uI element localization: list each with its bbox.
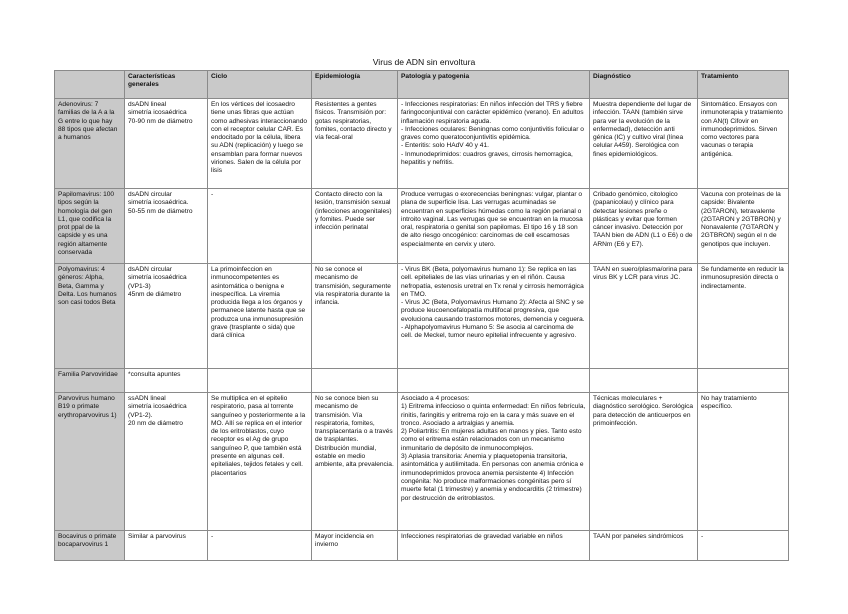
table-row	[55, 531, 789, 561]
cell-diagnosis: Cribado genómico, citologico (papanicolau) y clínico para detectar lesiones preñe o plásticas y evitar que formen cáncer invasivo. Detección por TAAN bien de ADN (L1 o E6) o de ARNm (E6 y E7).	[590, 189, 698, 264]
table-row	[55, 264, 789, 369]
row-virus-name: Familia Parvoviridae	[55, 369, 125, 393]
header-features: Características generales	[125, 71, 208, 99]
cell-cycle: -	[208, 189, 312, 264]
cell-pathology: - Virus BK (Beta, polyomavirus humano 1): Se replica en las cell. epiteliales de las vías urinarias y en el riñón. Causa nefropatía, estenosis uretral en Tx renal y cirrosis hemorrágica en TMO. - Virus JC (Beta, Polyomavirus Humano 2): Afecta al SNC y se produce leucoencefalopatía multifocal progresiva, que evoluciona causando trastornos motores, demencia y ceguera. - Alphapolyomavirus Humano 5: Se asocia al carcinoma de cell. de Meckel, tumor neuro epitelial infrecuente y agresivo.	[398, 264, 590, 369]
cell-treatment: -	[698, 531, 789, 561]
cell-diagnosis	[590, 369, 698, 393]
cell-features: dsADN lineal simetría icosaédrica 70-90 nm de diámetro	[125, 99, 208, 189]
cell-features: dsADN circular simetría icosaédrica (VP1-3) 45nm de diámetro	[125, 264, 208, 369]
page-title: Virus de ADN sin envoltura	[372, 57, 476, 67]
cell-features: *consulta apuntes	[125, 369, 208, 393]
row-virus-name: Polyomavirus: 4 géneros: Alpha, Beta, Gamma y Delta. Los humanos son casi todos Beta	[55, 264, 125, 369]
row-virus-name: Parvovirus humano B19 o primate erythroparvovirus 1)	[55, 393, 125, 531]
cell-epidemiology: Mayor incidencia en invierno	[312, 531, 398, 561]
cell-diagnosis: TAAN por paneles sindrómicos	[590, 531, 698, 561]
cell-diagnosis: Técnicas moleculares + diagnóstico serológico. Serológica para detección de anticuerpos en primoinfección.	[590, 393, 698, 531]
cell-cycle: Se multiplica en el epitelio respiratorio, pasa al torrente sanguíneo y posteriormente a la MO. Allí se replica en el interior de los eritroblastos, cuyo receptor es el Ag de grupo sanguíneo P, que también está presente en algunas cell. epiteliales, tejidos fetales y cell. placentarios	[208, 393, 312, 531]
cell-features: Similar a parvovirus	[125, 531, 208, 561]
cell-treatment	[698, 369, 789, 393]
header-row	[55, 71, 789, 99]
virus-table	[54, 70, 789, 561]
row-virus-name: Papilomavirus: 100 tipos según la homología del gen L1, que codifica la prot ppal de la capside y es una región altamente conservada	[55, 189, 125, 264]
cell-epidemiology	[312, 369, 398, 393]
cell-treatment: Se fundamente en reducir la inmunosupresión directa o indirectamente.	[698, 264, 789, 369]
cell-epidemiology: Resistentes a gentes físicos. Transmisión por: gotas respiratorias, fomites, contacto directo y vía fecal-oral	[312, 99, 398, 189]
row-virus-name: Adenovirus: 7 familias de la A a la G entre lo que hay 88 tipos que afectan a humanos	[55, 99, 125, 189]
cell-cycle: -	[208, 531, 312, 561]
cell-epidemiology: No se conoce el mecanismo de transmisión, seguramente vía respiratoria durante la infancia.	[312, 264, 398, 369]
cell-pathology: Asociado a 4 procesos: 1) Eritrema infeccioso o quinta enfermedad: En niños febrícula, rinitis, faringitis y eritrema rojo en la cara y más suave en el tronco. Asociado a artralgias y anemia. 2) Poliartritis: En mujeres adultas en manos y pies. Tanto esto como el eritrema están relacionados con un mecanismo inmunitario de depósito de inmunocomplejos. 3) Aplasia transitoria: Anemia y plaquetopenia transitoria, asintomática y autilimitada. En personas con anemia crónica e inmunodeprimidos provoca anemia persistente 4) Infección congénita: No produce malformaciones congénitas pero sí muerte fetal (1 trimestre) y anemia y endocarditis (2 trimestre) por destrucción de eritroblastos.	[398, 393, 590, 531]
cell-diagnosis: TAAN en suero/plasma/orina para virus BK y LCR para virus JC.	[590, 264, 698, 369]
cell-pathology: Produce verrugas o exorecencias beningnas: vulgar, plantar o plana de superficie lisa. Las verrugas acuminadas se encuentran en superficies húmedas como la región perianal o introito vaginal. Las verrugas que se encuentran en la mucosa oral, respiratoria o genital son papilomas. El tipo 16 y 18 son de alto riesgo oncogénico: carcinomas de cell escamosas especialmente en cervix y utero.	[398, 189, 590, 264]
table-row	[55, 393, 789, 531]
cell-treatment: No hay tratamiento específico.	[698, 393, 789, 531]
row-virus-name: Bocavirus o primate bocaparvovirus 1	[55, 531, 125, 561]
cell-treatment: Sintomático. Ensayos con inmunoterapia y tratamiento con AN(t) Cifovir en inmunodeprimidos. Sirven como vectores para vacunas o terapia antigénica.	[698, 99, 789, 189]
cell-cycle: La primoinfeccion en inmunocompetentes es asintomática o benigna e inespecífica. La viremia producida llega a los órganos y permanece latente hasta que se produzca una inmunosupresión grave (trasplante o sida) que dará clínica	[208, 264, 312, 369]
cell-pathology: Infecciones respiratorias de gravedad variable en niños	[398, 531, 590, 561]
header-empty	[55, 71, 125, 99]
header-epidemiology: Epidemiología	[312, 71, 398, 99]
cell-epidemiology: Contacto directo con la lesión, transmisión sexual (infecciones anogenitales) y fomites. Puede ser infección perinatal	[312, 189, 398, 264]
cell-pathology	[398, 369, 590, 393]
cell-cycle	[208, 369, 312, 393]
cell-cycle: En los vértices del icosaedro tiene unas fibras que actúan como adhesivas interaccionando con el receptor celular CAR. Es endocitado por la célula, libera su ADN (replicación) y luego se ensamblan para formar nuevos viriones. Salen de la célula por lisis	[208, 99, 312, 189]
header-treatment: Tratamiento	[698, 71, 789, 99]
cell-features: ssADN lineal simetría icosaédrica (VP1-2). 20 nm de diámetro	[125, 393, 208, 531]
cell-features: dsADN circular simetría icosaédrica. 50-55 nm de diámetro	[125, 189, 208, 264]
header-pathology: Patología y patogenia	[398, 71, 590, 99]
header-diagnosis: Diagnóstico	[590, 71, 698, 99]
header-cycle: Ciclo	[208, 71, 312, 99]
cell-treatment: Vacuna con proteínas de la capside: Bivalente (2GTARON), tetravalente (2GTARON y 2GTBRON) y Nonavalente (7GTARON y 2GTBRON) según el n de genotipos que incluyen.	[698, 189, 789, 264]
cell-pathology: - Infecciones respiratorias: En niños infección del TRS y fiebre faringoconjuntival con carácter epidémico (verano). En adultos inflamación respiratoria aguda. - Infecciones oculares: Beningnas como conjuntivitis folicular o graves como queratoconjuntivitis epidémica. - Enteritis: solo HAdV 40 y 41. - Inmunodeprimidos: cuadros graves, cirrosis hemorragica, hepatitis y nefritis.	[398, 99, 590, 189]
cell-diagnosis: Muestra dependiente del lugar de infección. TAAN (también sirve para ver la evolución de la enfermedad), detección anti génica (IC) y cultivo viral (línea celular A459). Serológica con fines epidemiológicos.	[590, 99, 698, 189]
table-row	[55, 189, 789, 264]
table-row	[55, 99, 789, 189]
cell-epidemiology: No se conoce bien su mecanismo de transmisión. Vía respiratoria, fomites, transplacentaria o a través de trasplantes. Distribución mundial, estable en medio ambiente, alta prevalencia.	[312, 393, 398, 531]
table-row	[55, 369, 789, 393]
